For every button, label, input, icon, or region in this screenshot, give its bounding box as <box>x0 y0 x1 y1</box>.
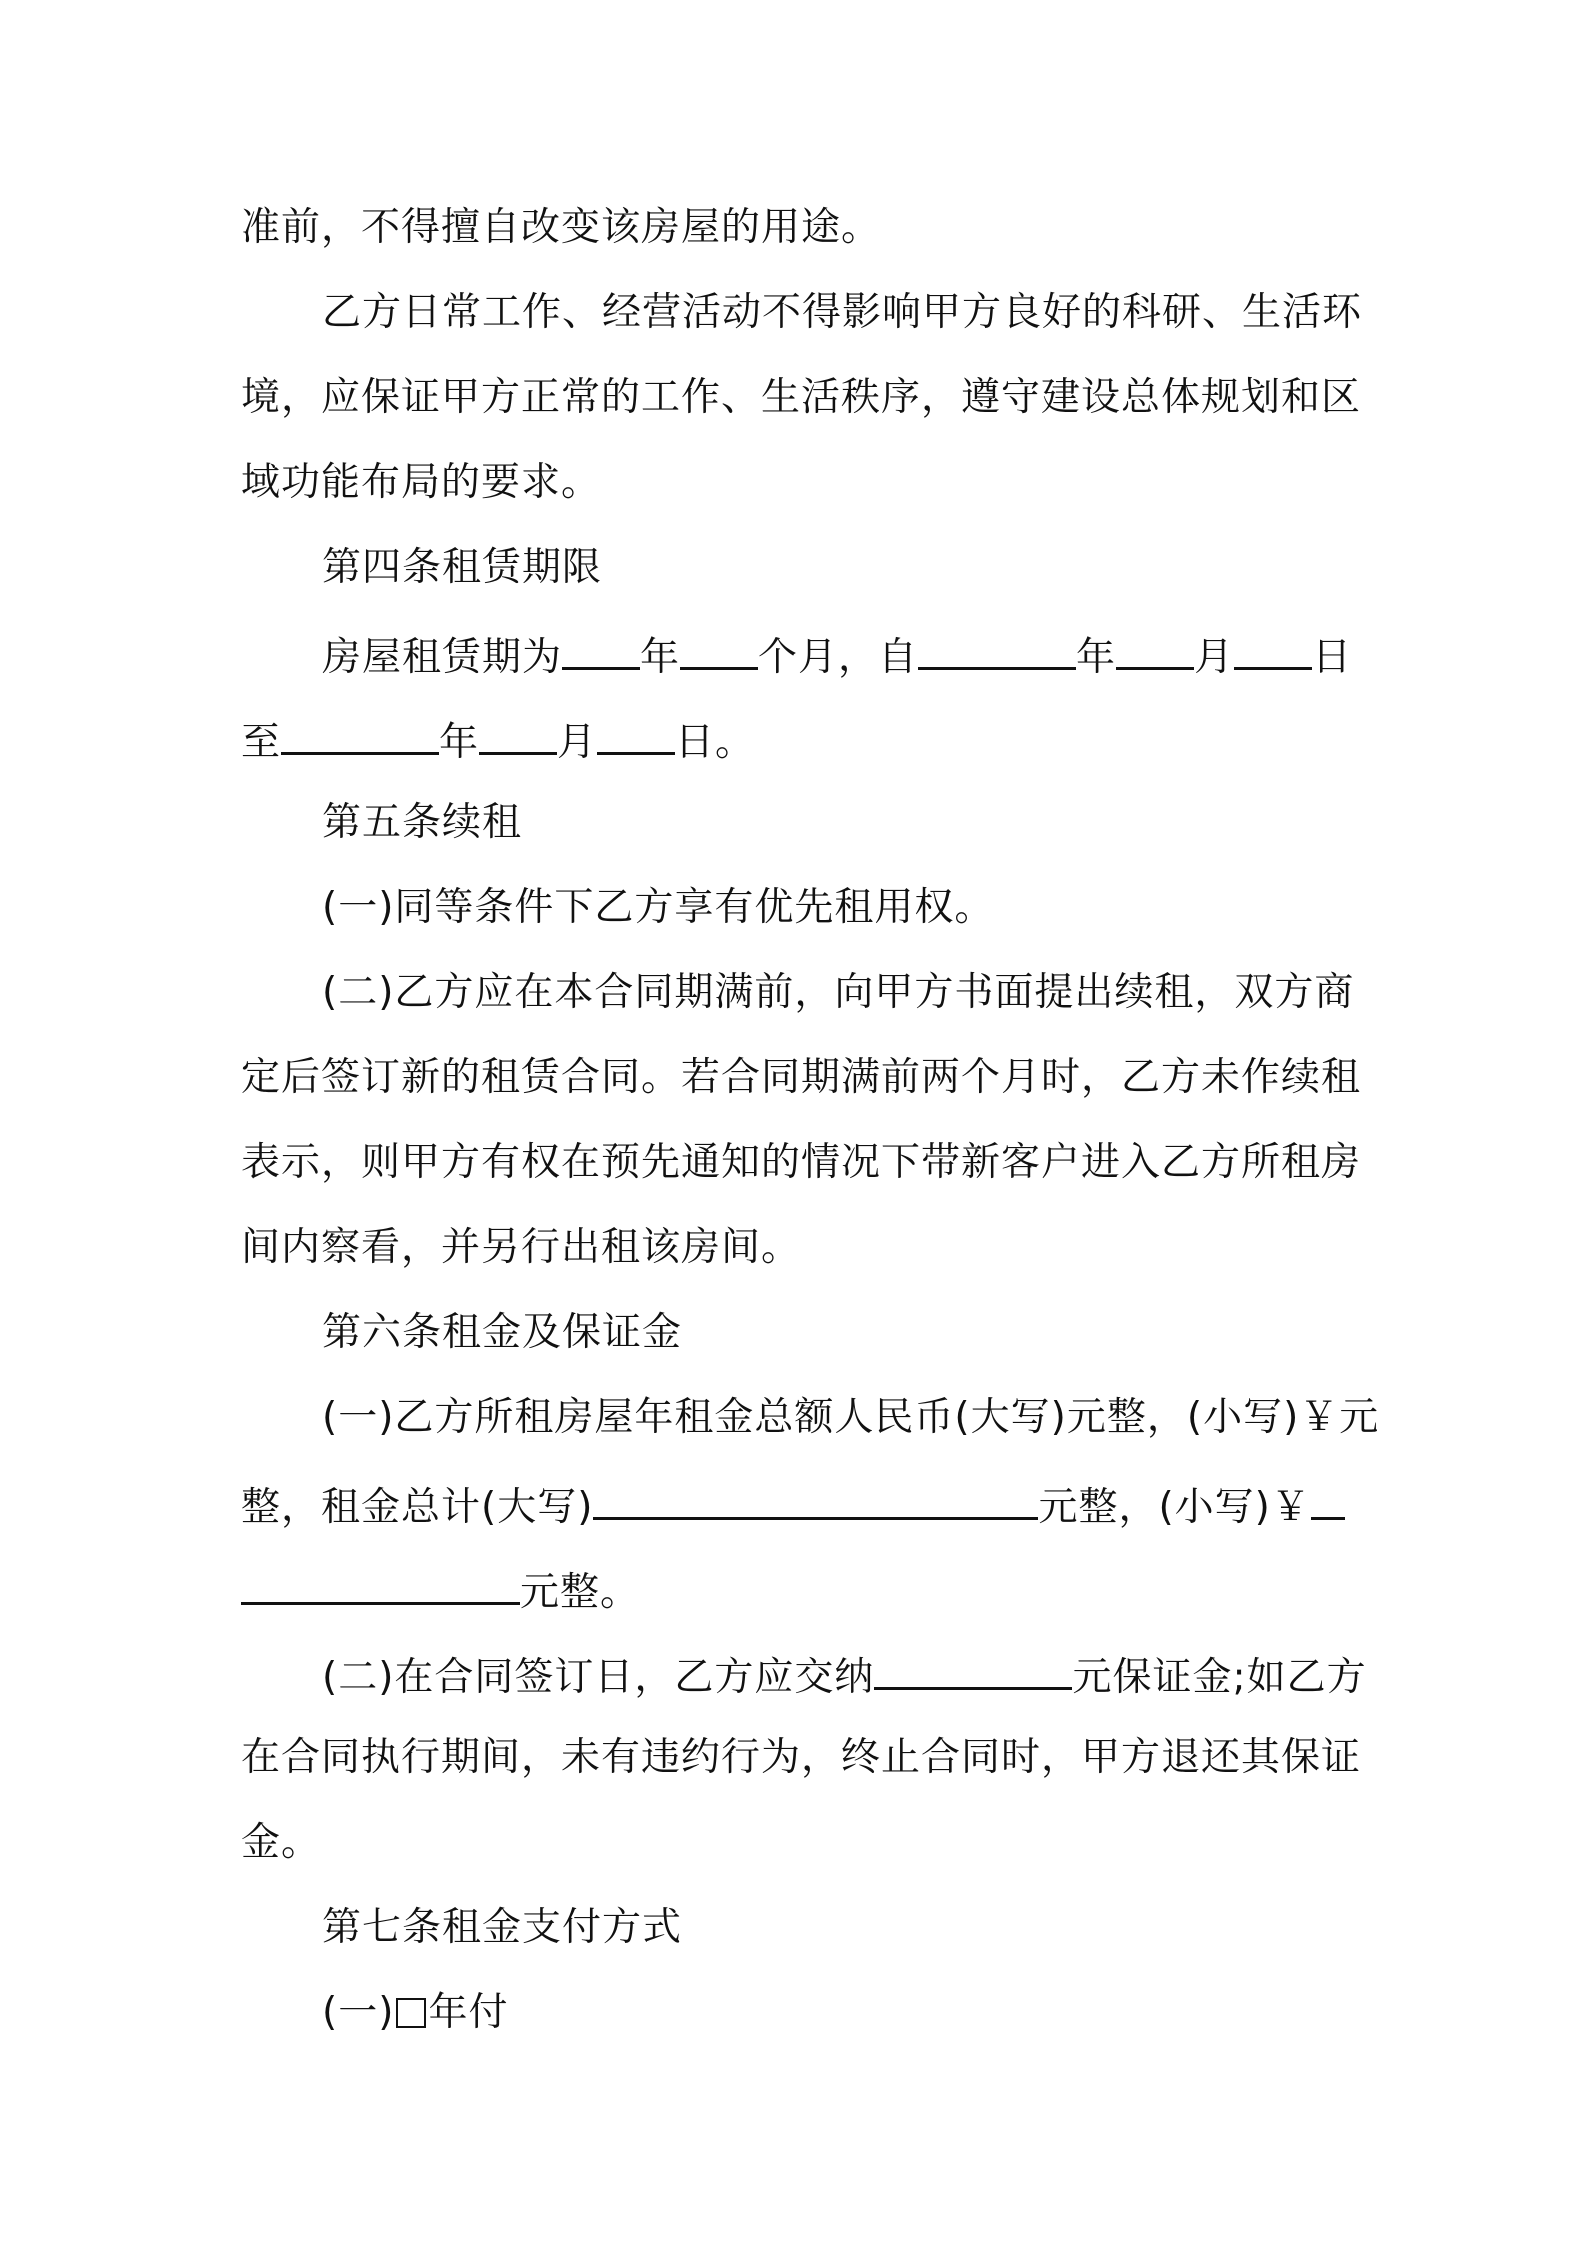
fill-in-blank[interactable] <box>1311 1477 1345 1520</box>
rent-total-line <box>241 1477 1345 1529</box>
fill-in-blank[interactable] <box>479 712 557 755</box>
text-segment: 房屋租赁期为 <box>322 635 563 680</box>
fill-in-blank[interactable] <box>281 712 439 755</box>
text-segment: 月 <box>557 720 598 765</box>
fill-in-blank[interactable] <box>597 712 675 755</box>
section-heading: 第六条租金及保证金 <box>322 1310 683 1355</box>
text-segment: 个月，自 <box>758 635 919 680</box>
payment-option-line <box>322 1987 508 2039</box>
lease-term-line <box>241 712 755 764</box>
fill-in-blank[interactable] <box>562 627 640 670</box>
paragraph-line: (二)乙方应在本合同期满前，向甲方书面提出续租，双方商 <box>322 970 1355 1015</box>
paragraph-line: 间内察看，并另行出租该房间。 <box>241 1225 802 1270</box>
paragraph-line: (一)乙方所租房屋年租金总额人民币(大写)元整，(小写)￥元 <box>322 1395 1380 1440</box>
fill-in-blank[interactable] <box>918 627 1076 670</box>
text-segment: 整，租金总计(大写) <box>241 1485 594 1530</box>
text-segment: 元整。 <box>520 1570 641 1615</box>
section-heading: 第七条租金支付方式 <box>322 1905 683 1950</box>
lease-term-line <box>322 627 1352 679</box>
text-segment: 日。 <box>675 720 756 765</box>
text-segment: 月 <box>1194 635 1235 680</box>
text-segment: 日 <box>1312 635 1353 680</box>
paragraph-line: 在合同执行期间，未有违约行为，终止合同时，甲方退还其保证 <box>241 1735 1362 1780</box>
deposit-line <box>322 1647 1367 1699</box>
text-segment: 年 <box>1076 635 1117 680</box>
paragraph-line: 乙方日常工作、经营活动不得影响甲方良好的科研、生活环 <box>322 290 1363 335</box>
paragraph-line: 表示，则甲方有权在预先通知的情况下带新客户进入乙方所租房 <box>241 1140 1362 1185</box>
fill-in-blank[interactable] <box>1116 627 1194 670</box>
fill-in-blank[interactable] <box>874 1647 1072 1690</box>
paragraph-line: 境，应保证甲方正常的工作、生活秩序，遵守建设总体规划和区 <box>241 375 1362 420</box>
rent-total-line <box>241 1562 640 1614</box>
section-heading: 第四条租赁期限 <box>322 545 603 590</box>
paragraph-line: 金。 <box>241 1820 322 1865</box>
fill-in-blank[interactable] <box>680 627 758 670</box>
text-segment: 年付 <box>428 1990 509 2035</box>
text-segment: 年 <box>640 635 681 680</box>
text-segment: 元整，(小写)￥ <box>1038 1485 1311 1530</box>
text-segment: (一) <box>322 1990 395 2035</box>
paragraph-line: (一)同等条件下乙方享有优先租用权。 <box>322 885 995 930</box>
checkbox[interactable] <box>396 1998 426 2028</box>
text-segment: 至 <box>241 720 282 765</box>
fill-in-blank[interactable] <box>241 1562 520 1605</box>
text-segment: 元保证金;如乙方 <box>1072 1655 1367 1700</box>
text-segment: (二)在合同签订日，乙方应交纳 <box>322 1655 875 1700</box>
paragraph-line: 定后签订新的租赁合同。若合同期满前两个月时，乙方未作续租 <box>241 1055 1362 1100</box>
paragraph-line: 域功能布局的要求。 <box>241 460 602 505</box>
paragraph-line: 准前，不得擅自改变该房屋的用途。 <box>241 205 882 250</box>
fill-in-blank[interactable] <box>1234 627 1312 670</box>
fill-in-blank[interactable] <box>593 1477 1038 1520</box>
text-segment: 年 <box>439 720 480 765</box>
section-heading: 第五条续租 <box>322 800 523 845</box>
